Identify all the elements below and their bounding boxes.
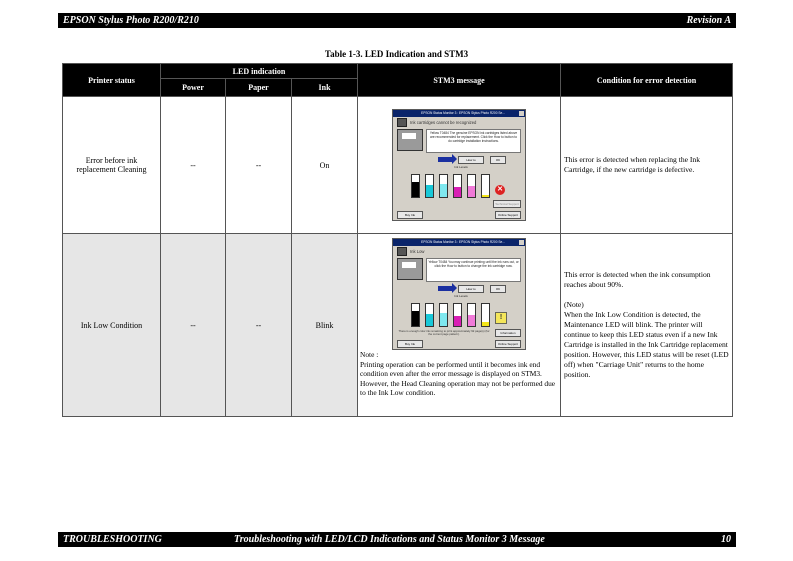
ink-led-cell: Blink — [292, 234, 358, 417]
ok-button[interactable]: OK — [490, 285, 506, 293]
ink-cartridge-cyan — [425, 174, 434, 198]
footer-title: Troubleshooting with LED/LCD Indications and Status Monitor 3 Message — [234, 534, 545, 545]
table-caption: Table 1-3. LED Indication and STM3 — [324, 49, 469, 59]
status-monitor-dialog — [392, 238, 526, 350]
ink-levels-row — [393, 170, 525, 198]
ok-button[interactable]: OK — [490, 156, 506, 164]
ink-levels-label: Ink Levels — [454, 294, 468, 298]
dialog-message-row — [393, 128, 525, 154]
online-support-button[interactable]: Online Support — [495, 340, 521, 348]
ink-cartridge-magenta — [453, 303, 462, 327]
col-printer-status: Printer status — [63, 64, 161, 97]
stm3-message-cell — [358, 97, 561, 234]
ink-cartridge-lightcyan — [439, 174, 448, 198]
dialog-button-row — [393, 154, 525, 165]
ink-level-black — [412, 182, 419, 197]
dialog-headline-row — [393, 117, 525, 128]
power-led-cell: -- — [161, 97, 226, 234]
dialog-tips-row — [393, 198, 525, 210]
dialog-headline: Ink Low — [410, 249, 425, 254]
condition-cell: This error is detected when replacing the Ink Cartridge, if the new cartridge is defective. — [561, 97, 733, 234]
information-button[interactable]: Information — [495, 329, 521, 337]
technical-support-button[interactable]: Technical Support — [493, 200, 521, 208]
online-support-button[interactable]: Online Support — [495, 211, 521, 219]
dialog-titlebar — [393, 239, 525, 246]
ink-levels-label: Ink Levels — [454, 165, 468, 169]
footer-bar — [58, 532, 736, 547]
ink-cartridge-lightcyan — [439, 303, 448, 327]
dialog-footer-row — [393, 210, 525, 220]
condition-cell — [561, 234, 733, 417]
warning-exclamation-icon: ! — [495, 312, 507, 324]
dialog-headline: Ink cartridges cannot be recognized — [410, 120, 477, 125]
ink-cartridge-yellow — [481, 303, 490, 327]
dialog-titlebar — [393, 110, 525, 117]
arrow-right-icon — [438, 286, 452, 291]
ink-cartridge-lightmagenta — [467, 174, 476, 198]
note-label: Note : — [360, 350, 379, 359]
condition-note-text: When the Ink Low Condition is detected, the Maintenance LED will blink. The printer will continue to keep this LED status even if a new Ink Cartridge is installed in the Ink Cartridge replacement position. However, this LED status will be reset (LED off) when "Carriage Unit" returns to the home position. — [564, 310, 729, 379]
note-text: Printing operation can be performed until it becomes ink end condition even after the error message is displayed on STM3. However, the Head Cleaning operation may not be performed due to the Ink Low condition. — [360, 359, 556, 398]
dialog-headline-row — [393, 246, 525, 257]
ink-level-magenta — [454, 316, 461, 326]
status-monitor-dialog — [392, 109, 526, 221]
dialog-tips: There is enough color ink remaining to print approximately 92 page(s) (for the current page pattern). — [398, 328, 490, 336]
condition-text: This error is detected when the ink consumption reaches about 90%. — [564, 270, 711, 289]
dialog-footer-row — [393, 339, 525, 349]
paper-led-cell: -- — [226, 234, 292, 417]
buy-ink-button[interactable]: Buy Ink — [397, 340, 423, 348]
led-indication-table — [62, 63, 733, 417]
ink-level-lightcyan — [440, 313, 447, 326]
ink-level-lightmagenta — [468, 315, 475, 326]
ink-cartridge-lightmagenta — [467, 303, 476, 327]
col-paper: Paper — [226, 79, 292, 97]
ink-led-cell: On — [292, 97, 358, 234]
col-ink: Ink — [292, 79, 358, 97]
arrow-right-icon — [438, 157, 452, 162]
stm3-message-cell — [358, 234, 561, 417]
footer-section: TROUBLESHOOTING — [63, 534, 162, 545]
printer-icon — [397, 258, 423, 280]
printer-status-cell: Error before ink replacement Cleaning — [63, 97, 161, 234]
how-to-button[interactable]: How to — [458, 156, 484, 164]
ink-cartridge-cyan — [425, 303, 434, 327]
buy-ink-button[interactable]: Buy Ink — [397, 211, 423, 219]
table-row — [63, 97, 733, 234]
header-title: EPSON Stylus Photo R200/R210 — [63, 15, 199, 26]
header-revision: Revision A — [686, 15, 731, 26]
ink-level-yellow — [482, 322, 489, 326]
ink-cartridge-yellow — [481, 174, 490, 198]
note-block — [358, 350, 560, 400]
ink-level-magenta — [454, 187, 461, 197]
ink-level-cyan — [426, 314, 433, 326]
col-power: Power — [161, 79, 226, 97]
power-led-cell: -- — [161, 234, 226, 417]
printer-status-cell: Ink Low Condition — [63, 234, 161, 417]
col-led-indication: LED indication — [161, 64, 358, 79]
ink-level-black — [412, 311, 419, 326]
close-icon[interactable] — [519, 240, 524, 245]
ink-cartridge-black — [411, 174, 420, 198]
ink-level-lightcyan — [440, 184, 447, 197]
ink-cartridge-magenta — [453, 174, 462, 198]
printer-small-icon — [397, 247, 407, 256]
page-number: 10 — [721, 534, 731, 545]
dialog-title: EPSON Status Monitor 3 : EPSON Stylus Photo R200 Se... — [421, 111, 505, 115]
dialog-message: Yellow T0484 The genuine EPSON ink cartridges listed above are recommended for replacement. Click the How to button to do cartridge installation instructions. — [426, 129, 521, 153]
ink-cartridge-black — [411, 303, 420, 327]
ink-levels-row — [393, 299, 525, 327]
printer-icon — [397, 129, 423, 151]
col-stm3-message: STM3 message — [358, 64, 561, 97]
dialog-button-row — [393, 283, 525, 294]
condition-note-label: (Note) — [564, 300, 584, 309]
ink-level-cyan — [426, 185, 433, 197]
dialog-message-row — [393, 257, 525, 283]
ink-level-yellow — [482, 195, 489, 197]
dialog-title: EPSON Status Monitor 3 : EPSON Stylus Photo R200 Se... — [421, 240, 505, 244]
ink-level-lightmagenta — [468, 186, 475, 197]
table-row — [63, 234, 733, 417]
how-to-button[interactable]: How to — [458, 285, 484, 293]
header-bar — [58, 13, 736, 28]
col-condition: Condition for error detection — [561, 64, 733, 97]
dialog-message: Yellow T0484 You may continue printing until the ink runs out, or click the How to button to change the ink cartridge now. — [426, 258, 521, 282]
error-x-icon: ✕ — [495, 185, 505, 195]
paper-led-cell: -- — [226, 97, 292, 234]
close-icon[interactable] — [519, 111, 524, 116]
printer-small-icon — [397, 118, 407, 127]
dialog-tips-row — [393, 327, 525, 339]
